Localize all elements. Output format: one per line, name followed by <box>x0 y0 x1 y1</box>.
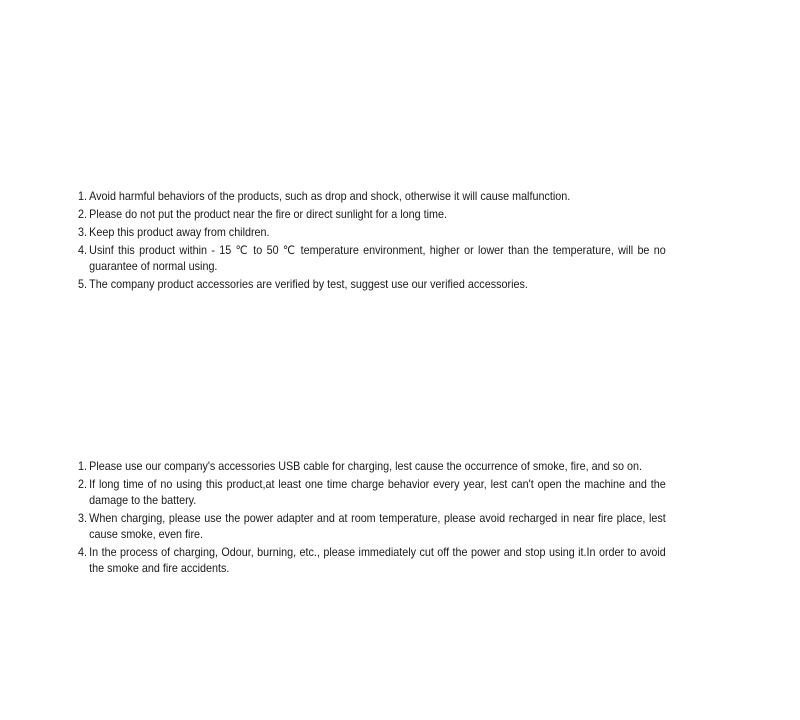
item-number: 5. <box>78 278 87 291</box>
item-text: Please use our company's accessories USB cable for charging, lest cause the occurrence of smoke, fire, and so on. <box>89 460 643 473</box>
list-item <box>78 225 666 241</box>
item-text: Avoid harmful behaviors of the products, such as drop and shock, otherwise it will cause malfunction. <box>89 190 571 203</box>
item-text: In the process of charging, Odour, burning, etc., please immediately cut off the power and stop using it.In order to avoid the smoke and fire accidents. <box>89 546 666 575</box>
item-text: The company product accessories are verified by test, suggest use our verified accessories. <box>89 278 528 291</box>
list-item <box>78 207 666 223</box>
list-item <box>78 459 666 475</box>
list-item <box>78 511 666 543</box>
list-item <box>78 189 666 205</box>
item-text: When charging, please use the power adapter and at room temperature, please avoid recharged in near fire place, lest cause smoke, even fire. <box>89 512 666 541</box>
item-number: 3. <box>78 226 87 239</box>
item-number: 3. <box>78 512 87 525</box>
item-text: Usinf this product within - 15 ℃ to 50 ℃ temperature environment, higher or lower than the temperature, will be no guarantee of normal using. <box>89 244 666 273</box>
item-number: 1. <box>78 460 87 473</box>
list-item <box>78 243 666 275</box>
item-number: 2. <box>78 478 87 491</box>
precautions-list <box>78 189 666 295</box>
item-number: 2. <box>78 208 87 221</box>
item-number: 4. <box>78 244 87 257</box>
item-number: 4. <box>78 546 87 559</box>
list-item <box>78 277 666 293</box>
list-item <box>78 477 666 509</box>
item-text: If long time of no using this product,at least one time charge behavior every year, lest can't open the machine and the damage to the battery. <box>89 478 666 507</box>
charging-list <box>78 459 666 579</box>
item-text: Keep this product away from children. <box>89 226 270 239</box>
item-number: 1. <box>78 190 87 203</box>
item-text: Please do not put the product near the fire or direct sunlight for a long time. <box>89 208 447 221</box>
list-item <box>78 545 666 577</box>
